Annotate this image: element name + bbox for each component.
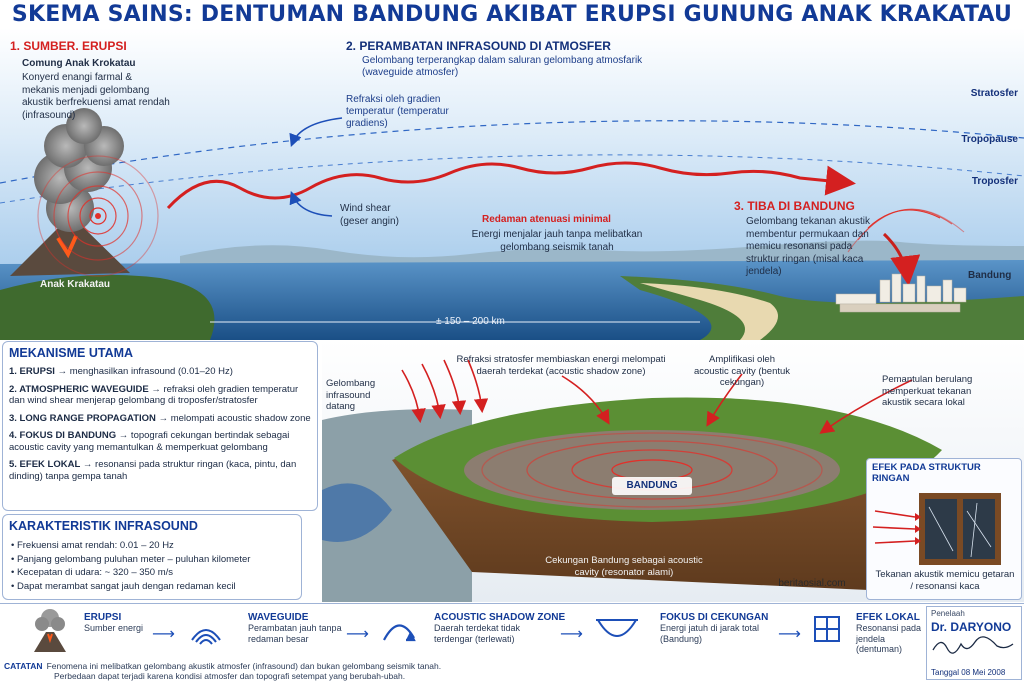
mechanism-item: 3. LONG RANGE PROPAGATION → melompati acoustic shadow zone <box>9 412 311 424</box>
flow-step-title: ACOUSTIC SHADOW ZONE <box>434 612 566 623</box>
arrival-description: Gelombang tekanan akustik membentur permukaan dan memicu resonansi pada struktur ringan (misal kaca jendela) <box>746 216 870 277</box>
mechanism-title: MEKANISME UTAMA <box>9 346 134 360</box>
flow-arrow-icon: ⟶ <box>778 626 801 643</box>
flow-shadow-zone-icon <box>378 610 420 655</box>
flow-step-subtitle: Daerah terdekat tidak terdengar (terlewati) <box>434 623 521 644</box>
flow-step-title: WAVEGUIDE <box>248 612 309 623</box>
inset-description: Tekanan akustik memicu getaran / resonansi kaca <box>875 569 1015 592</box>
infrasound-in-label: Gelombang infrasound datang <box>326 378 376 412</box>
flow-arrow-icon: ⟶ <box>152 626 175 643</box>
basin-city-label: BANDUNG <box>626 480 678 491</box>
footnote <box>4 661 924 681</box>
page-title: SKEMA SAINS: DENTUMAN BANDUNG AKIBAT ERUPSI GUNUNG ANAK KRAKATAU <box>11 2 1013 27</box>
flow-window-icon <box>812 614 842 649</box>
propagation-heading: 2. PERAMBATAN INFRASOUND DI ATMOSFER <box>346 39 611 53</box>
signature-box <box>926 606 1022 680</box>
mechanism-panel <box>2 341 318 511</box>
flow-step-subtitle: Perambatan jauh tanpa redaman besar <box>248 623 342 644</box>
wind-shear-label: Wind shear (geser angin) <box>340 203 399 227</box>
flow-step-title: EFEK LOKAL <box>856 612 920 623</box>
reflection-label: Pemantulan berulang memperkuat tekanan akustik secara lokal <box>882 374 973 408</box>
basin-refraction-label: Refraksi stratosfer membiaskan energi melompati daerah terdekat (acoustic shadow zone) <box>456 354 666 377</box>
flow-waveguide-icon <box>186 610 226 655</box>
troposphere-label: Troposfer <box>971 176 1018 187</box>
propagation-description: Gelombang terperangkap dalam saluran gelombang atmosfarik (waveguide atmosfer) <box>362 55 643 78</box>
tropopause-label: Tropopause <box>961 134 1018 145</box>
note-label: CATATAN <box>4 661 43 671</box>
window-effect-inset <box>866 458 1022 600</box>
mechanism-item: 5. EFEK LOKAL → resonansi pada struktur ringan (kaca, pintu, dan dinding) tanpa gempa tanah <box>9 459 297 482</box>
source-name: Comung Anak Krokatau <box>22 58 136 69</box>
signature-label: Penelaah <box>931 609 965 618</box>
basin-city <box>464 430 840 510</box>
mechanism-item: 4. FOKUS DI BANDUNG → topografi cekungan bertindak sebagai acoustic cavity yang memantulkan & memperkuat gelombang <box>9 430 290 453</box>
refraction-label: Refraksi oleh gradien temperatur (temperatur gradiens) <box>346 94 449 129</box>
source-heading: 1. SUMBER. ERUPSI <box>10 39 127 53</box>
flow-arrow-icon: ⟶ <box>560 626 583 643</box>
attenuation-description: Energi menjalar jauh tanpa melibatkan gelombang seismik tanah <box>471 229 643 253</box>
atmosphere-scene <box>0 28 1024 340</box>
window-illustration <box>867 487 1019 571</box>
flow-basin-icon <box>594 612 640 651</box>
characteristic-item: • Kecepatan di udara: ~ 320 – 350 m/s <box>11 567 174 578</box>
flow-step-subtitle: Energi jatuh di jarak total (Bandung) <box>660 623 760 644</box>
flow-arrow-icon: ⟶ <box>346 626 369 643</box>
volcano-label: Anak Krakatau <box>40 279 111 290</box>
stratosphere-label: Stratosfer <box>970 88 1018 99</box>
mechanism-item: 2. ATMOSPHERIC WAVEGUIDE → refraksi oleh gradien temperatur dan wind shear menjerap gelombang di troposfer/stratosfer <box>9 383 299 406</box>
characteristic-item: • Frekuensi amat rendah: 0.01 – 20 Hz <box>11 540 174 551</box>
characteristic-item: • Panjang gelombang puluhan meter – puluhan kilometer <box>11 553 251 565</box>
attenuation-title: Redaman atenuasi minimal <box>482 214 611 225</box>
flow-step-subtitle: Sumber energi <box>84 623 144 633</box>
signature-date: Tanggal 08 Mei 2008 <box>931 668 1006 677</box>
note-line: Perbedaan dapat terjadi karena kondisi atmosfer dan topografi setempat yang berubah-ubah. <box>54 671 406 681</box>
cavity-label: Cekungan Bandung sebagai acoustic cavity (resonator alami) <box>545 555 703 578</box>
inset-title: EFEK PADA STRUKTUR RINGAN <box>872 462 981 484</box>
amplification-label: Amplifikasi oleh acoustic cavity (bentuk cekungan) <box>693 354 791 388</box>
characteristic-item: • Dapat merambat sangat jauh dengan redaman kecil <box>11 580 236 592</box>
mechanism-item: 1. ERUPSI → menghasilkan infrasound (0.01–20 Hz) <box>9 366 233 377</box>
note-line: Fenomena ini melibatkan gelombang akustik atmosfer (infrasound) dan bukan gelombang seismik tanah. <box>46 661 442 671</box>
process-flow <box>0 603 1024 661</box>
flow-eruption-icon <box>28 606 72 659</box>
characteristics-panel <box>2 514 302 600</box>
flow-step-subtitle: Resonansi pada jendela (dentuman) <box>856 623 922 654</box>
source-description: Konyerd enangi farmal & mekanis menjadi gelombang akustik berfrekuensi amat rendah (infrasound) <box>22 72 170 121</box>
flow-step-title: ERUPSI <box>84 612 122 623</box>
distance-label: ± 150 – 200 km <box>436 316 505 327</box>
flow-step-title: FOKUS DI CEKUNGAN <box>660 612 769 623</box>
bandung-label: Bandung <box>968 270 1012 281</box>
arrival-heading: 3. TIBA DI BANDUNG <box>734 199 855 213</box>
credit-label: beritaosial.com <box>778 578 846 589</box>
characteristics-title: KARAKTERISTIK INFRASOUND <box>9 519 198 533</box>
signature-name: Dr. DARYONO <box>931 620 1012 634</box>
signature-scribble-icon <box>927 634 1017 656</box>
